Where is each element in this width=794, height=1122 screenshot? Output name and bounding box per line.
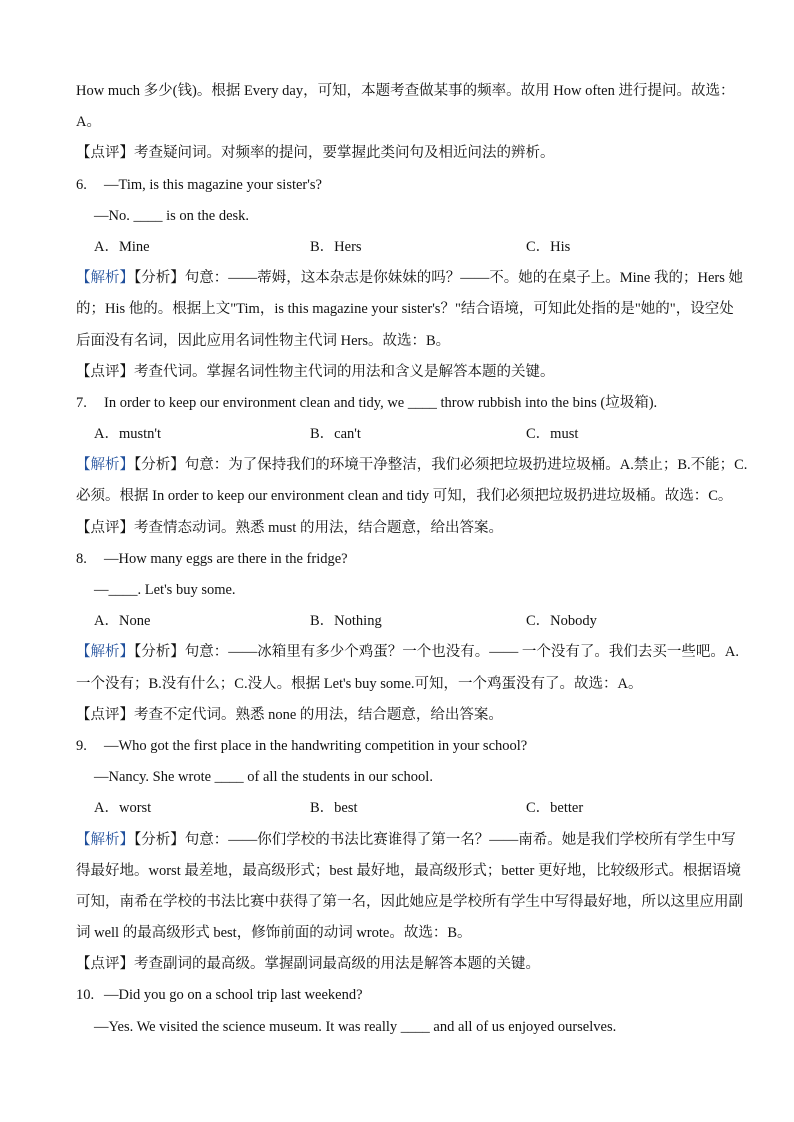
analysis-line: 一个没有；B.没有什么；C.没人。根据 Let's buy some.可知，一个鸡蛋没有了。故选：A。 xyxy=(76,675,643,692)
question-9 xyxy=(76,731,756,981)
analysis-line: 【分析】句意：——蒂姆，这本杂志是你妹妹的吗？——不。她的在桌子上。Mine 我的；Hers 她 xyxy=(134,270,743,287)
analysis-line: 的；His 他的。根据上文"Tim，is this magazine your sister's？"结合语境，可知此处指的是"她的"，设空处 xyxy=(76,301,734,318)
options-row xyxy=(76,606,756,637)
comment-line: 【点评】考查代词。掌握名词性物主代词的用法和含义是解答本题的关键。 xyxy=(76,363,555,380)
option-b: B．can't xyxy=(310,426,361,443)
options-row xyxy=(76,793,756,824)
question-number: 10. xyxy=(76,987,95,1004)
option-b: B．best xyxy=(310,800,358,817)
options-row xyxy=(76,232,756,263)
question-8 xyxy=(76,544,756,731)
option-a: A．mustn't xyxy=(94,426,162,443)
jiexi-tag: 【解析】 xyxy=(76,644,134,661)
question-stem: —Did you go on a school trip last weekend? xyxy=(104,987,363,1004)
option-b: B．Hers xyxy=(310,238,362,255)
comment-line: 【点评】考查副词的最高级。掌握副词最高级的用法是解答本题的关键。 xyxy=(76,956,540,973)
text-line: A。 xyxy=(76,114,101,131)
question-reply: —Nancy. She wrote ____ of all the students in our school. xyxy=(94,769,433,786)
option-a: A．None xyxy=(94,613,151,630)
document-page xyxy=(76,76,756,1043)
question-stem: —Tim, is this magazine your sister's? xyxy=(104,176,322,193)
text-line: How much 多少(钱)。根据 Every day，可知，本题考查做某事的频率。故用 How often 进行提问。故选： xyxy=(76,83,735,99)
question-number: 7. xyxy=(76,394,87,411)
question-stem: —Who got the first place in the handwriting competition in your school? xyxy=(104,737,528,754)
question-reply: —____. Let's buy some. xyxy=(94,582,236,598)
jiexi-tag: 【解析】 xyxy=(76,270,134,287)
analysis-line: 【分析】句意：为了保持我们的环境干净整洁，我们必须把垃圾扔进垃圾桶。A.禁止；B.不能；C. xyxy=(134,457,748,474)
question-10 xyxy=(76,980,756,1042)
question-number: 8. xyxy=(76,550,87,567)
option-c: C．better xyxy=(526,800,584,817)
question-reply: —No. ____ is on the desk. xyxy=(94,207,250,224)
analysis-line: 【分析】句意：——冰箱里有多少个鸡蛋？一个也没有。—— 一个没有了。我们去买一些吧。A. xyxy=(134,644,739,661)
option-b: B．Nothing xyxy=(310,613,382,630)
options-row xyxy=(76,419,756,450)
question-stem: —How many eggs are there in the fridge? xyxy=(104,550,348,567)
question-reply: —Yes. We visited the science museum. It was really ____ and all of us enjoyed ourselves. xyxy=(94,1018,617,1035)
analysis-line: 【分析】句意：——你们学校的书法比赛谁得了第一名？——南希。她是我们学校所有学生中写 xyxy=(134,831,736,848)
comment-line: 【点评】考查疑问词。对频率的提问，要掌握此类问句及相近问法的辨析。 xyxy=(76,145,555,162)
question-number: 6. xyxy=(76,176,87,193)
question-stem: In order to keep our environment clean and tidy, we ____ throw rubbish into the bins (垃圾箱). xyxy=(104,394,658,411)
jiexi-tag: 【解析】 xyxy=(76,831,134,848)
analysis-line: 可知，南希在学校的书法比赛中获得了第一名，因此她应是学校所有学生中写得最好地，所以这里应用副 xyxy=(76,893,743,910)
analysis-line: 后面没有名词，因此应用名词性物主代词 Hers。故选：B。 xyxy=(76,332,451,349)
option-c: C．His xyxy=(526,238,571,255)
analysis-line: 词 well 的最高级形式 best，修饰前面的动词 wrote。故选：B。 xyxy=(76,925,472,942)
analysis-line: 得最好地。worst 最差地，最高级形式；best 最好地，最高级形式；better 更好地，比较级形式。根据语境 xyxy=(76,862,741,879)
analysis-line: 必须。根据 In order to keep our environment clean and tidy 可知，我们必须把垃圾扔进垃圾桶。故选：C。 xyxy=(76,488,733,505)
option-c: C．must xyxy=(526,426,579,443)
comment-line: 【点评】考查不定代词。熟悉 none 的用法，结合题意，给出答案。 xyxy=(76,706,503,723)
jiexi-tag: 【解析】 xyxy=(76,457,134,474)
option-a: A．worst xyxy=(94,800,152,817)
question-number: 9. xyxy=(76,737,87,754)
option-a: A．Mine xyxy=(94,238,150,255)
question-6 xyxy=(76,170,756,388)
option-c: C．Nobody xyxy=(526,613,597,630)
question-7 xyxy=(76,388,756,544)
comment-line: 【点评】考查情态动词。熟悉 must 的用法，结合题意，给出答案。 xyxy=(76,519,503,536)
